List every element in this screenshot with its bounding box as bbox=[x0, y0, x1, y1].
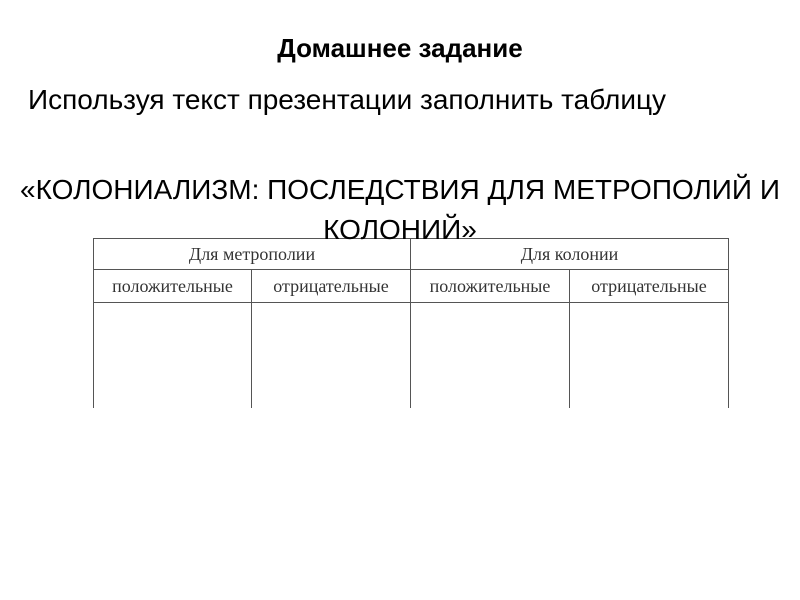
header-colony: Для колонии bbox=[411, 239, 729, 270]
cell-colony-positive bbox=[411, 303, 570, 408]
cell-metropolis-positive bbox=[94, 303, 252, 408]
header-metropolis: Для метрополии bbox=[94, 239, 411, 270]
subheader-metropolis-negative: отрицательные bbox=[252, 270, 411, 303]
table-subheader-row bbox=[94, 270, 729, 303]
table-body-row bbox=[94, 303, 729, 408]
slide-title: Домашнее задание bbox=[277, 33, 523, 63]
homework-table bbox=[93, 238, 729, 408]
instruction-text: Используя текст презентации заполнить таблицу bbox=[28, 84, 667, 115]
subheader-metropolis-positive: положительные bbox=[94, 270, 252, 303]
cell-colony-negative bbox=[570, 303, 729, 408]
subheader-colony-negative: отрицательные bbox=[570, 270, 729, 303]
topic-title: «КОЛОНИАЛИЗМ: ПОСЛЕДСТВИЯ ДЛЯ МЕТРОПОЛИЙ И КОЛОНИЙ» bbox=[20, 174, 780, 245]
subheader-colony-positive: положительные bbox=[411, 270, 570, 303]
cell-metropolis-negative bbox=[252, 303, 411, 408]
